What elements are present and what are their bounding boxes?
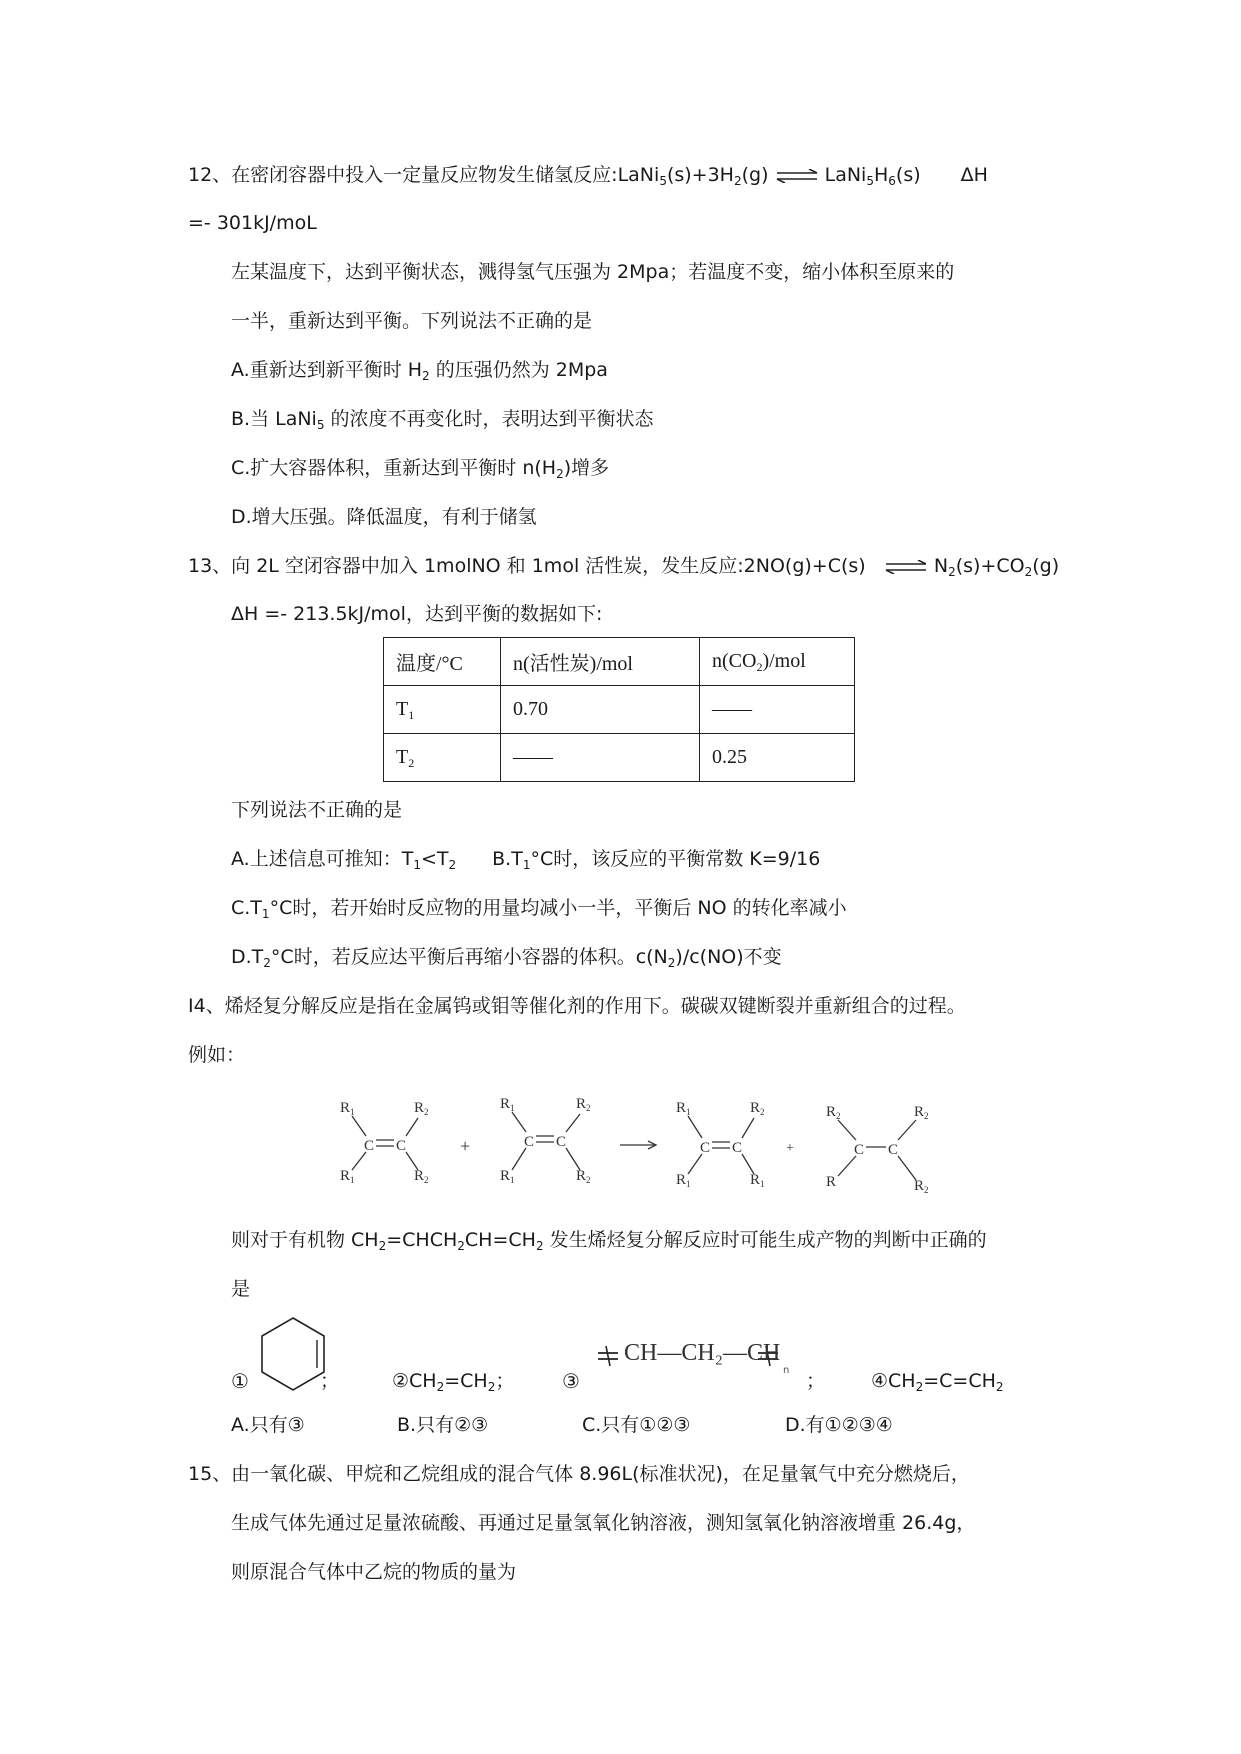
q15-stem-line2: 生成气体先通过足量浓硫酸、再通过足量氢氧化钠溶液，测知氢氧化钠溶液增重 26.4g， [231,1512,976,1534]
q14-option-c: C.只有①②③ [582,1414,691,1436]
q13-option-text: B.T [492,848,523,870]
polymer-repeat-unit: CH—CH₂—CH [624,1340,781,1366]
table-row [384,686,855,734]
r-label: $R_1$ [500,1168,515,1185]
q12-text: H [873,164,889,186]
cell-text: n(CO [712,650,757,672]
q14-choice-1-label: ① [231,1369,249,1393]
q13-option-text: C.T [231,897,262,919]
subscript: 2 [733,174,742,188]
subscript: 2 [448,858,457,872]
q12-option-b [231,406,654,432]
cell-text: )/mol [762,650,806,672]
q14-text: CH=CH [464,1229,536,1251]
r-label: R [826,1174,837,1190]
q12-option-text: 的浓度不再变化时，表明达到平衡状态 [324,408,654,430]
q14-stem-line4: 是 [231,1278,251,1300]
q13-stem-line1 [188,553,1059,579]
q14-stem-line1: I4、烯烃复分解反应是指在金属钨或钼等催化剂的作用下。碳碳双键断裂并重新组合的过程。 [188,995,966,1017]
carbon-label: C [524,1134,535,1150]
carbon-label: C [888,1142,899,1158]
subscript: 2 [1024,565,1033,579]
table-header-row [384,638,855,686]
q13-option-text: °C时，该反应的平衡常数 K=9/16 [530,848,821,870]
q13-text: (s)+CO [955,555,1025,577]
q12-option-text: C.扩大容器体积，重新达到平衡时 n(H [231,457,557,479]
subscript: 1 [261,907,270,921]
cell-text: T [396,698,409,720]
table-cell: —— [700,686,855,734]
subscript: 2 [915,1380,924,1394]
r-label: $R_1$ [340,1168,355,1185]
metathesis-scheme [330,1090,950,1200]
equilibrium-arrow-icon [775,169,819,183]
q12-option-c [231,455,609,481]
carbon-label: C [364,1138,375,1154]
q14-choice-2 [392,1368,514,1394]
subscript: 2 [667,956,676,970]
q14-text: =CHCH [386,1229,458,1251]
q12-option-a [231,357,608,383]
q12-text: (s)+3H [666,164,734,186]
subscript: 2 [535,1239,544,1253]
q14-text: 发生烯烃复分解反应时可能生成产物的判断中正确的 [543,1229,987,1251]
q13-option-c [231,895,847,921]
subscript: 2 [995,1380,1004,1394]
q13-text: N [933,555,949,577]
plus-sign: + [460,1136,471,1156]
choice-text: =C=CH [923,1370,996,1392]
r-label: $R_2$ [826,1104,841,1121]
q13-option-text: °C时，若反应达平衡后再缩小容器的体积。c(N [270,946,668,968]
carbon-label: C [396,1138,407,1154]
subscript: 2 [556,467,564,481]
table-cell: 0.25 [700,734,855,782]
r-label: $R_1$ [500,1096,515,1113]
q12-stem-line2: =- 301kJ/moL [188,212,317,234]
subscript: 2 [457,1239,465,1253]
q14-stem-line3 [231,1227,987,1253]
q14-choice-4 [871,1368,1004,1394]
q14-text: 则对于有机物 CH [231,1229,379,1251]
separator: ； [320,1370,340,1392]
separator: ； [806,1370,826,1392]
q12-text: (s) [895,164,921,186]
r-label: $R_2$ [914,1178,929,1195]
q12-option-text: B.当 LaNi [231,408,317,430]
subscript: 2 [378,1239,387,1253]
q12-option-d: D.增大压强。降低温度，有利于储氢 [231,506,537,528]
q12-stem-line3: 左某温度下，达到平衡状态，溅得氢气压强为 2Mpa；若温度不变，缩小体积至原来的 [231,261,955,283]
q12-text: 12、在密闭容器中投入一定量反应物发生储氢反应:LaNi [188,164,660,186]
r-label: $R_1$ [340,1100,355,1117]
q13-option-text: )/c(NO)不变 [675,946,782,968]
r-label: $R_1$ [676,1100,691,1117]
subscript: 1 [413,858,421,872]
subscript: 5 [316,418,325,432]
r-label: $R_2$ [414,1100,429,1117]
q15-stem-line3: 则原混合气体中乙烷的物质的量为 [231,1561,517,1583]
q14-choice-3-label: ③ [562,1369,580,1393]
subscript: 2 [948,565,956,579]
subscript: 5 [659,174,667,188]
q14-option-b: B.只有②③ [397,1414,489,1436]
choice-text: ④CH [871,1370,916,1392]
cell-text: T [396,746,409,768]
q13-text: 13、向 2L 空闭容器中加入 1molNO 和 1mol 活性炭，发生反应:2NO(g)+C(s) [188,555,866,577]
carbon-label: C [700,1140,711,1156]
subscript: 6 [888,174,896,188]
q14-stem-line2: 例如： [188,1044,246,1066]
table-header-cell: n(活性炭)/mol [501,638,700,686]
q13-text: (g) [1032,555,1060,577]
table-row [384,734,855,782]
q13-option-text: °C时，若开始时反应物的用量均减小一半，平衡后 NO 的转化率减小 [269,897,847,919]
polymer-n: n [783,1365,790,1376]
subscript: 2 [422,369,430,383]
q13-prompt: 下列说法不正确的是 [231,799,403,821]
plus-sign: + [786,1141,794,1156]
subscript: 2 [487,1380,496,1394]
carbon-label: C [732,1140,743,1156]
r-label: $R_2$ [576,1168,591,1185]
choice-text: ； [495,1370,515,1392]
q12-text: ΔH [960,164,988,186]
q12-option-text: 的压强仍然为 2Mpa [429,359,608,381]
table-cell [384,734,501,782]
subscript: 1 [522,858,531,872]
table-cell [384,686,501,734]
q13-option-text: D.T [231,946,264,968]
q14-option-a: A.只有③ [231,1414,305,1436]
subscript: 5 [866,174,874,188]
q12-option-text: A.重新达到新平衡时 H [231,359,423,381]
carbon-label: C [854,1142,865,1158]
choice-text: ②CH [392,1370,437,1392]
subscript: 2 [436,1380,445,1394]
q14-option-d: D.有①②③④ [785,1414,893,1436]
table-cell: —— [501,734,700,782]
r-label: $R_2$ [914,1104,929,1121]
equilibrium-data-table [383,637,855,782]
table-header-cell [700,638,855,686]
q13-option-d [231,944,782,970]
q13-option-text: A.上述信息可推知：T [231,848,414,870]
q12-text: (g) [741,164,769,186]
cyclohexene-structure [256,1310,330,1396]
r-label: $R_2$ [414,1168,429,1185]
q12-text: LaNi [824,164,867,186]
equilibrium-arrow-icon [884,560,928,574]
subscript: 2 [408,756,415,770]
subscript: 2 [263,956,271,970]
q12-option-text: )增多 [563,457,610,479]
r-label: $R_2$ [576,1096,591,1113]
subscript: 1 [408,708,415,722]
carbon-label: C [556,1134,567,1150]
q15-stem-line1: 15、由一氧化碳、甲烷和乙烷组成的混合气体 8.96L(标准状况)，在足量氧气中充分燃烧后， [188,1463,970,1485]
q12-stem-line1 [188,162,988,188]
table-header-cell: 温度/°C [384,638,501,686]
r-label: $R_2$ [750,1100,765,1117]
r-label: $R_1$ [750,1172,765,1189]
q13-option-text: <T [420,848,449,870]
q12-stem-line4: 一半，重新达到平衡。下列说法不正确的是 [231,310,593,332]
subscript: 2 [756,660,763,674]
choice-text: =CH [444,1370,488,1392]
q13-stem-line2: ΔH =- 213.5kJ/mol，达到平衡的数据如下: [231,603,603,625]
r-label: $R_1$ [676,1172,691,1189]
q13-options-ab [231,846,820,872]
table-cell: 0.70 [501,686,700,734]
